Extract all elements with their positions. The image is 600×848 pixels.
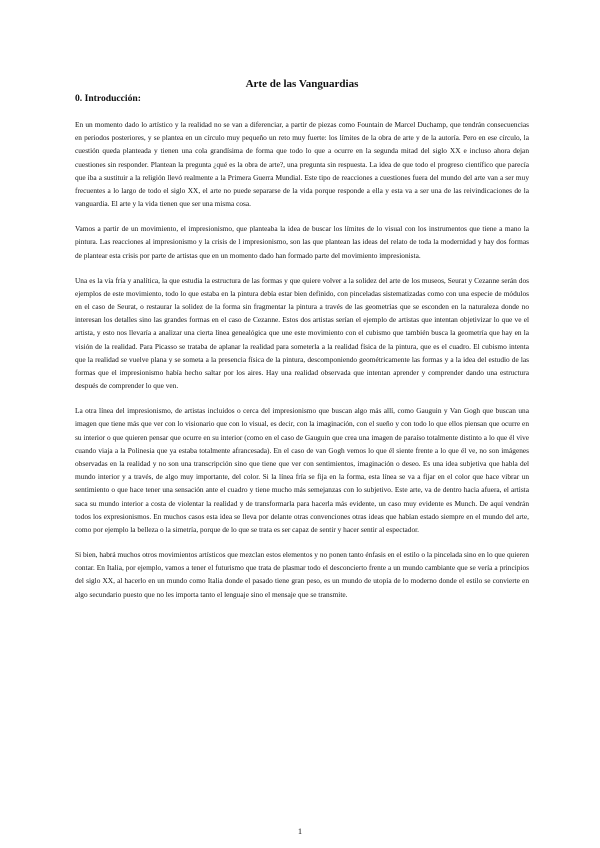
document-title: Arte de las Vanguardias <box>245 78 359 90</box>
paragraph-2: Vamos a partir de un movimiento, el impresionismo, que planteaba la idea de buscar los límites de lo visual con los instrumentos que tiene a mano la pintura. Las reacciones al impresionismo y la crisis de l impresionismo, son las que plantean las ideas del relato de toda la modernidad y hay dos formas de plantear esta crisis por parte de artistas que en un momento dado han formado parte del movimiento impresionista. <box>75 224 529 260</box>
section-heading: 0. Introducción: <box>75 93 141 104</box>
document-page <box>75 78 529 613</box>
page-number: 1 <box>297 826 303 836</box>
paragraph-5: Si bien, habrá muchos otros movimientos artísticos que mezclan estos elementos y no ponen tanto énfasis en el estilo o la pincelada sino en lo que quieren contar. En Italia, por ejemplo, vamos a tener el futurismo que trata de plasmar todo el desconcierto frente a un mundo cambiante que se vería a principios del siglo XX, al hacerlo en un mundo como Italia donde el pasado tiene gran peso, es un mundo de utopía de lo moderno donde el estilo se convierte en algo secundario puesto que no les importa tanto el lenguaje sino el mensaje que se transmite. <box>75 550 529 599</box>
paragraph-1: En un momento dado lo artístico y la realidad no se van a diferenciar, a partir de piezas como Fountain de Marcel Duchamp, que tendrán consecuencias en periodos posteriores, y se plantea en un círculo muy pequeño un reto muy fuerte: los límites de la obra de arte y de la autoría. Pero en ese círculo, la cuestión queda planteada y tienen una cola grandísima de forma que todo lo que a ocurre en la segunda mitad del siglo XX e incluso ahora dejan cuestiones sin responder. Plantean la pregunta ¿qué es la obra de arte?, una pregunta sin respuesta. La idea de que todo el progreso científico que parecía que iba a sustituir a la religión llevó realmente a la Primera Guerra Mundial. Este tipo de reacciones a cuestiones fuera del mundo del arte van a ser muy frecuentes a lo largo de todo el siglo XX, el arte no puede separarse de la vida porque responde a ella y esta va a ser una de las reivindicaciones de la vanguardia. El arte y la vida tienen que ser una misma cosa. <box>75 120 529 209</box>
paragraph-3: Una es la vía fría y analítica, la que estudia la estructura de las formas y que quiere volver a la solidez del arte de los museos, Seurat y Cezanne serán dos ejemplos de este movimiento, todo lo que estaba en la pintura debía estar bien definido, con pinceladas sistematizadas como con una especie de módulos en el caso de Seurat, o restaurar la solidez de la forma sin fragmentar la pintura a través de las geometrías que se esconden en la naturaleza donde no interesan los detalles sino las grandes formas en el caso de Cezanne. Estos dos artistas serían el ejemplo de artistas que intentan objetivizar lo que ve el artista, y esto nos llevaría a analizar una cierta línea genealógica que une este movimiento con el cubismo que también busca la geometría que hay en la visión de la realidad. Para Picasso se trataba de aplanar la realidad para someterla a la realidad física de la pintura, que es el cuadro. El cubismo intenta que la realidad se vuelve plana y se someta a la presencia física de la pintura, descomponiendo geométricamente las formas y a la idea del estudio de las formas que el impresionismo había hecho saltar por los aires. Hay una realidad observada que intentan aprender y comprender dando una estructura después de comprender lo que ven. <box>75 275 529 391</box>
paragraph-4: La otra línea del impresionismo, de artistas incluidos o cerca del impresionismo que buscan algo más allí, como Gauguin y Van Gogh que buscan una imagen que tiene más que ver con lo visionario que con lo visual, es decir, con la imaginación, con el sueño y con todo lo que ellos piensan que ocurre en su interior o que quieren pensar que ocurre en su interior (como en el caso de Gauguin que crea una imagen de paraíso totalmente distinto a lo que él vive cuando viaja a la Polinesia que ya estaba totalmente afrancesada). En el caso de van Gogh vemos lo que él siente frente a lo que él ve, no son imágenes observadas en la realidad y no son una transcripción sino que tiene que ver con sentimientos, imaginación o deseo. Es una idea subjetiva que habla del mundo interior y a través, de algo muy importante, del color. Si la línea fría se fija en la forma, esta línea se va a fijar en el color que hace vibrar un sentimiento o que hace tener una sensación ante el cuadro y tiene mucho más semejanzas con lo subjetivo. Este arte, va de dentro hacia afuera, el artista saca su mundo interior a costa de violentar la realidad y de transformarla para hacerla más evidente, un caso muy evidente es Munch. De aquí vendrán todos los expresionismos. En muchos casos esta idea se lleva por delante otras convenciones otras ideas que habían estado siempre en el mundo del arte, como por ejemplo la belleza o la simetría, porque de lo que se trata es ser capaz de sentir y hacer sentir al espectador. <box>75 406 529 535</box>
